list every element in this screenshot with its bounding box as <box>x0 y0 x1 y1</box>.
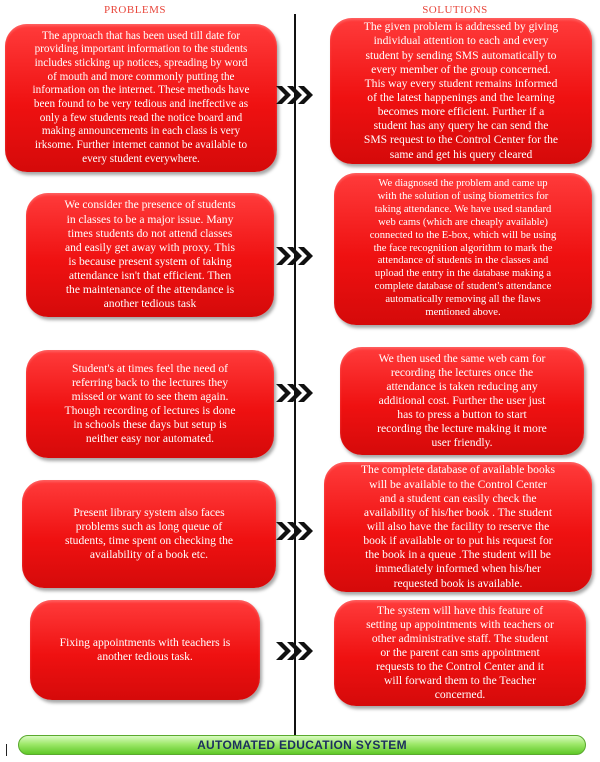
solution-text-line: same and get his query cleared <box>389 147 533 161</box>
solution-text-line: will forward them to the Teacher <box>384 674 536 688</box>
solution-text-line: individual attention to each and every <box>373 34 549 48</box>
problem-text-line: every student everywhere. <box>82 152 200 165</box>
solution-text-line: We diagnosed the problem and came up <box>378 177 548 189</box>
solution-text-line: availability of his/her book . The student <box>363 505 553 519</box>
timeline-spine <box>294 14 296 736</box>
problem-text-line: Though recording of lectures is done <box>64 404 236 417</box>
solution-text-line: will be available to the Control Center <box>369 477 547 491</box>
solution-text <box>361 463 555 590</box>
problems-header: PROBLEMS <box>103 4 167 16</box>
solution-text-line: concerned. <box>434 688 486 702</box>
solution-box-library <box>324 462 592 592</box>
solution-text <box>366 604 554 703</box>
solution-text-line: book if available or to put his request for <box>363 534 553 548</box>
solution-text-line: The system will have this feature of <box>376 603 544 617</box>
solutions-header: SOLUTIONS <box>422 4 488 16</box>
problem-text-line: the maintenance of the attendance is <box>65 283 235 297</box>
problem-text-line: been found to be very tedious and ineffective as <box>33 98 249 110</box>
solution-box-biometrics <box>334 173 592 325</box>
solution-text-line: or the parent can sms appointment <box>380 645 540 659</box>
problem-text-line: attendance isn't that efficient. Then <box>68 269 232 283</box>
problem-text-line: The approach that has been used till date for <box>41 29 241 42</box>
solution-text-line: requested book is available. <box>393 576 523 590</box>
problem-text-line: only a few students read the notice board and <box>39 111 243 124</box>
solution-text-line: attendance of students in the classes and <box>377 255 549 267</box>
solution-text-line: setting up appointments with teachers or <box>366 617 554 631</box>
solution-text-line: The complete database of available books <box>360 463 556 477</box>
problem-text-line: making announcements in each class is very <box>41 125 241 138</box>
solution-text-line: every member of the group concerned. <box>371 62 551 76</box>
problem-text-line: times students do not attend classes <box>67 226 233 240</box>
solution-text-line: with the solution of using biometrics for <box>377 190 549 202</box>
solution-text-line: user friendly. <box>431 436 493 450</box>
problem-box-appointments <box>30 600 260 700</box>
solution-text-line: the book in a queue .The student will be <box>365 548 551 562</box>
problem-text-line: referring back to the lectures they <box>71 375 229 389</box>
solution-text-line: requests to the Control Center and it <box>375 660 545 674</box>
problem-text-line: Student's at times feel the need of <box>72 361 228 375</box>
solution-box-recording <box>340 347 584 455</box>
solution-text-line: SMS request to the Control Center for the <box>363 133 559 147</box>
problem-box-lectures <box>26 350 274 458</box>
solution-box-sms <box>330 18 592 164</box>
arrow-icon <box>276 84 314 106</box>
solution-text-line: the face recognition algorithm to mark the <box>373 242 553 254</box>
solution-text-line: immediately informed when his/her <box>375 562 541 576</box>
solution-text-line: becomes more efficient. Further if a <box>377 105 545 119</box>
solution-text-line: The given problem is addressed by giving <box>363 20 559 34</box>
problem-text <box>60 636 231 664</box>
solution-text-line: mentioned above. <box>425 307 501 319</box>
problem-text-line: students, time spent on checking the <box>64 534 234 547</box>
problem-text-line: Fixing appointments with teachers is <box>59 635 231 649</box>
solution-text-line: automatically removing all the flaws <box>385 294 541 306</box>
problem-text <box>33 30 250 167</box>
solution-text-line: We then used the same web cam for <box>378 351 546 365</box>
problem-text-line: in classes to be a major issue. Many <box>66 212 234 226</box>
problem-text-line: includes sticking up notices, spreading by word <box>34 57 248 70</box>
solution-text-line: of the latest happenings and the learning <box>367 91 555 104</box>
solution-text-line: web cams (which are cheaply available) <box>378 216 548 228</box>
problem-text-line: another tedious task <box>103 297 197 311</box>
solution-text-line: student by sending SMS automatically to <box>365 48 557 62</box>
problem-text-line: problems such as long queue of <box>75 519 223 533</box>
problem-text-line: irksome. Further internet cannot be available to <box>34 138 248 151</box>
solution-text-line: recording the lecture making it more <box>377 422 547 436</box>
problem-text <box>65 362 236 447</box>
solution-text-line: student has any query he can send the <box>373 119 549 133</box>
problem-text <box>64 198 235 311</box>
arrow-icon <box>276 382 314 404</box>
problem-text-line: another tedious task. <box>97 650 193 663</box>
arrow-icon <box>276 245 314 267</box>
arrow-icon <box>276 520 314 542</box>
text-cursor <box>6 744 7 756</box>
problem-text-line: providing important information to the students <box>34 43 248 56</box>
problem-text <box>65 506 233 563</box>
solution-text-line: This way every student remains informed <box>364 76 558 90</box>
solution-text-line: recording the lectures once the <box>390 365 534 379</box>
solution-text-line: has to press a button to start <box>397 408 527 422</box>
problem-box-library <box>22 480 276 588</box>
problem-text-line: neither easy nor automated. <box>85 432 215 446</box>
problem-text-line: information on the internet. These methods have <box>32 84 250 97</box>
arrow-icon <box>276 640 314 662</box>
solution-text <box>364 20 558 161</box>
problem-text-line: and easily get away with proxy. This <box>64 240 235 254</box>
problem-text-line: in schools these days but setup is <box>73 418 227 432</box>
solution-text-line: and a student can easily check the <box>379 491 537 505</box>
solution-text-line: complete database of student's attendance <box>374 281 552 293</box>
solution-text-line: will also have the facility to reserve the <box>366 519 550 533</box>
problem-text-line: We consider the presence of students <box>64 198 236 212</box>
solution-text-line: attendance is taken reducing any <box>386 379 538 393</box>
solution-text-line: other administrative staff. The student <box>371 631 549 645</box>
solution-text-line: upload the entry in the database making a <box>374 268 552 280</box>
solution-box-appointments <box>334 600 586 706</box>
solution-text <box>377 352 547 451</box>
problem-box-attendance <box>26 193 274 317</box>
problem-text-line: availability of a book etc. <box>89 548 209 562</box>
solution-text-line: taking attendance. We have used standard <box>374 203 552 215</box>
problem-text-line: Present library system also faces <box>73 505 225 519</box>
solution-text-line: connected to the E-box, which will be using <box>369 229 557 241</box>
solution-text-line: additional cost. Further the user just <box>378 393 546 407</box>
problem-text-line: missed or want to see them again. <box>71 389 229 403</box>
problem-text-line: of mouth and more commonly putting the <box>47 70 235 83</box>
problem-text-line: is because present system of taking <box>68 255 232 268</box>
solution-text <box>370 178 557 320</box>
problem-box-notices <box>5 24 277 172</box>
system-title-bar: AUTOMATED EDUCATION SYSTEM <box>18 735 586 755</box>
